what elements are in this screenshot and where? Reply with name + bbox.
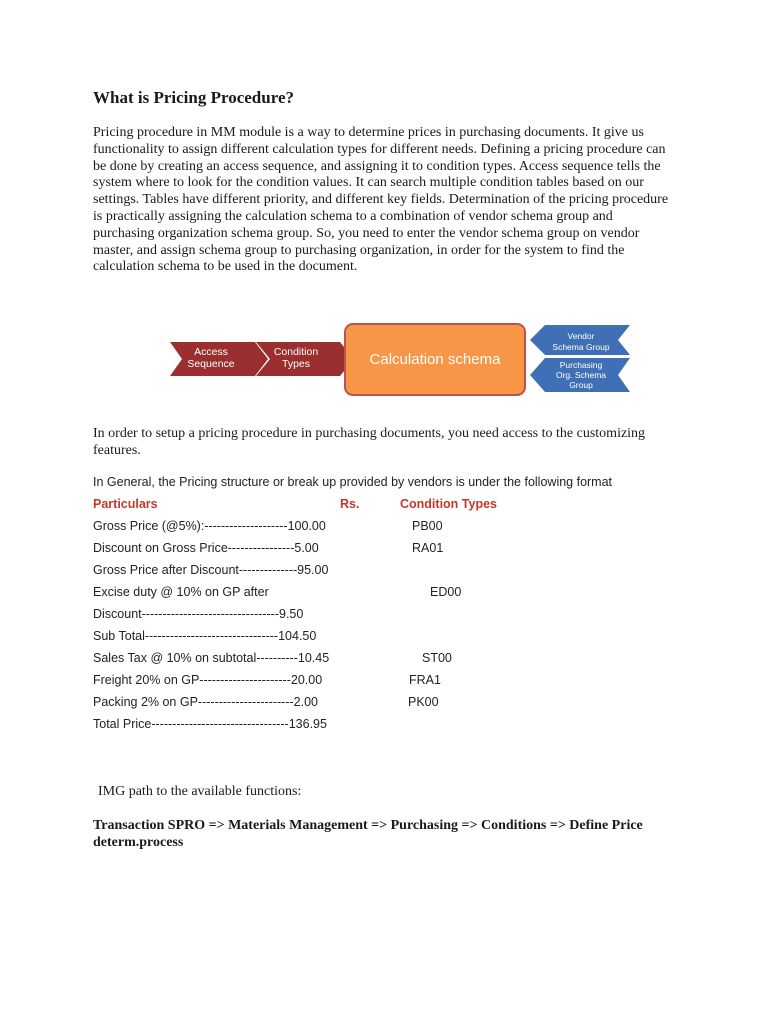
purchasing-org-label-3: Group: [569, 380, 593, 390]
intro-paragraph: Pricing procedure in MM module is a way to determine prices in purchasing documents. It give us functionality to assign different calculation types for different needs. Defining a pricing procedure can be done by creating an access sequence, and assigning it to condition types. Access sequence tells the system where to look for the condition values. It can search multiple condition tables based on our settings. Tables have different priority, and different key fields. Determination of the pricing procedure is practically assigning the calculation schema to a combination of vendor schema group and purchasing organization schema group. So, you need to enter the vendor schema group on vendor master, and assign schema group to purchasing organization, in order for the system to find the calculation schema to be used in the document.: [93, 125, 669, 275]
row-condition-type: FRA1: [409, 673, 441, 687]
setup-paragraph: In order to setup a pricing procedure in purchasing documents, you need access to the customizing features.: [93, 426, 646, 458]
table-row: [93, 519, 693, 537]
general-format-text: In General, the Pricing structure or break up provided by vendors is under the following format: [93, 475, 613, 489]
row-particulars: Sub Total--------------------------------104.50: [93, 629, 317, 643]
table-row: [93, 651, 693, 669]
condition-types-label-1: Condition: [273, 346, 319, 358]
row-condition-type: ED00: [430, 585, 462, 599]
row-particulars: Sales Tax @ 10% on subtotal----------10.45: [93, 651, 330, 665]
row-condition-type: PK00: [408, 695, 439, 709]
access-sequence-label-2: Sequence: [187, 358, 235, 370]
pricing-table-header: [93, 497, 693, 515]
table-row: [93, 585, 693, 603]
row-particulars: Packing 2% on GP-----------------------2.00: [93, 695, 318, 709]
table-row: [93, 563, 693, 581]
vendor-schema-group-label-2: Schema Group: [552, 342, 610, 352]
pricing-diagram: [160, 320, 640, 400]
condition-types-label-2: Types: [281, 358, 311, 370]
row-particulars: Total Price---------------------------------136.95: [93, 717, 327, 731]
purchasing-org-label-2: Org. Schema: [555, 370, 607, 380]
row-particulars: Discount on Gross Price----------------5.00: [93, 541, 319, 555]
row-particulars: Gross Price (@5%):--------------------100.00: [93, 519, 326, 533]
row-condition-type: PB00: [412, 519, 443, 533]
table-row: [93, 607, 693, 625]
header-rs: Rs.: [340, 497, 360, 511]
header-particulars: Particulars: [93, 497, 158, 511]
img-path-text: IMG path to the available functions:: [98, 784, 302, 799]
access-sequence-label-1: Access: [194, 346, 228, 358]
row-condition-type: ST00: [422, 651, 452, 665]
table-row: [93, 629, 693, 647]
header-condition-types: Condition Types: [400, 497, 497, 511]
transaction-path: Transaction SPRO => Materials Management => Purchasing => Conditions => Define Price determ.process: [93, 818, 643, 850]
table-row: [93, 673, 693, 691]
purchasing-org-label-1: Purchasing: [559, 360, 603, 370]
row-particulars: Freight 20% on GP----------------------20.00: [93, 673, 323, 687]
table-row: [93, 695, 693, 713]
calculation-schema-label: Calculation schema: [369, 351, 501, 368]
row-particulars: Discount---------------------------------9.50: [93, 607, 304, 621]
row-condition-type: RA01: [412, 541, 444, 555]
page-title: What is Pricing Procedure?: [93, 88, 294, 107]
table-row: [93, 717, 693, 735]
table-row: [93, 541, 693, 559]
vendor-schema-group-label-1: Vendor: [567, 331, 595, 341]
row-particulars: Gross Price after Discount--------------95.00: [93, 563, 329, 577]
row-particulars: Excise duty @ 10% on GP after: [93, 585, 269, 599]
